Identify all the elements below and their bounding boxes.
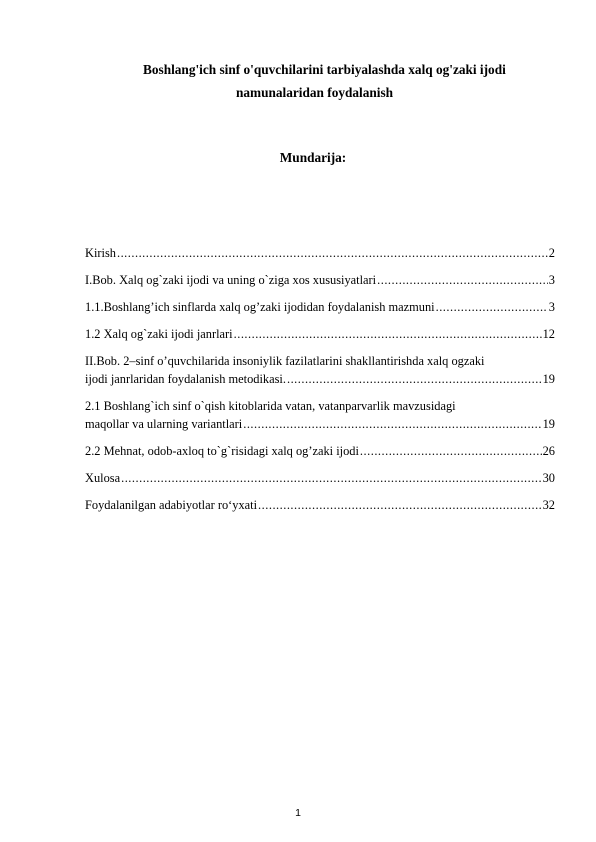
toc-page-number: 32 [542,498,555,512]
table-of-contents [85,244,555,523]
toc-entry-section-1-2[interactable] [85,325,555,343]
toc-entry-title: Foydalanilgan adabiyotlar ro‘yxati [85,498,258,512]
toc-entry-title-line: 2.1 Boshlang`ich sinf o`qish kitoblarida vatan, vatanparvarlik mavzusidagi [85,399,456,413]
toc-entry-title: 1.1.Boshlang’ich sinflarda xalq og’zaki ijodidan foydalanish mazmuni [85,300,435,314]
leader-dots [377,271,548,289]
title-line-1: Boshlang'ich sinf o'quvchilarini tarbiyalashda xalq og'zaki ijodi [143,62,506,77]
toc-entry-title-line: II.Bob. 2–sinf o’quvchilarida insoniylik fazilatlarini shakllantirishda xalq ogzaki [85,354,485,368]
toc-entry-chapter-1[interactable] [85,271,555,289]
title-line-2: namunalaridan foydalanish [236,85,394,100]
leader-dots [360,442,542,460]
toc-page-number: 3 [548,273,555,287]
leader-dots [287,370,542,388]
toc-entry-section-2-2[interactable] [85,442,555,460]
toc-page-number: 3 [548,300,555,314]
toc-entry-title: Kirish [85,246,116,260]
toc-page-number: 26 [542,444,555,458]
leader-dots [258,496,542,514]
toc-entry-introduction[interactable] [85,244,555,262]
toc-entry-section-1-1[interactable] [85,298,555,316]
toc-entry-title: ijodi janrlaridan foydalanish metodikasi. [85,372,286,386]
document-title [0,58,596,104]
toc-entry-references[interactable] [85,496,555,514]
toc-page-number: 30 [542,471,555,485]
toc-entry-title: Xulosa [85,471,121,485]
toc-entry-title: maqollar va ularning variantlari [85,417,243,431]
toc-entry-title: 2.2 Mehnat, odob-axloq to`g`risidagi xalq og’zaki ijodi [85,444,359,458]
toc-entry-title: I.Bob. Xalq og`zaki ijodi va uning o`ziga xos xususiyatlari [85,273,377,287]
leader-dots [234,325,542,343]
leader-dots [121,469,542,487]
toc-entry-chapter-2[interactable] [85,352,555,388]
toc-page-number: 19 [542,372,555,386]
toc-entry-conclusion[interactable] [85,469,555,487]
toc-entry-section-2-1[interactable] [85,397,555,433]
toc-entry-title: 1.2 Xalq og`zaki ijodi janrlari [85,327,233,341]
toc-heading: Mundarija: [279,150,347,165]
leader-dots [436,298,548,316]
toc-page-number: 12 [542,327,555,341]
page-number: 1 [295,807,301,819]
leader-dots [243,415,541,433]
toc-page-number: 19 [542,417,555,431]
toc-page-number: 2 [548,246,555,260]
leader-dots [117,244,548,262]
